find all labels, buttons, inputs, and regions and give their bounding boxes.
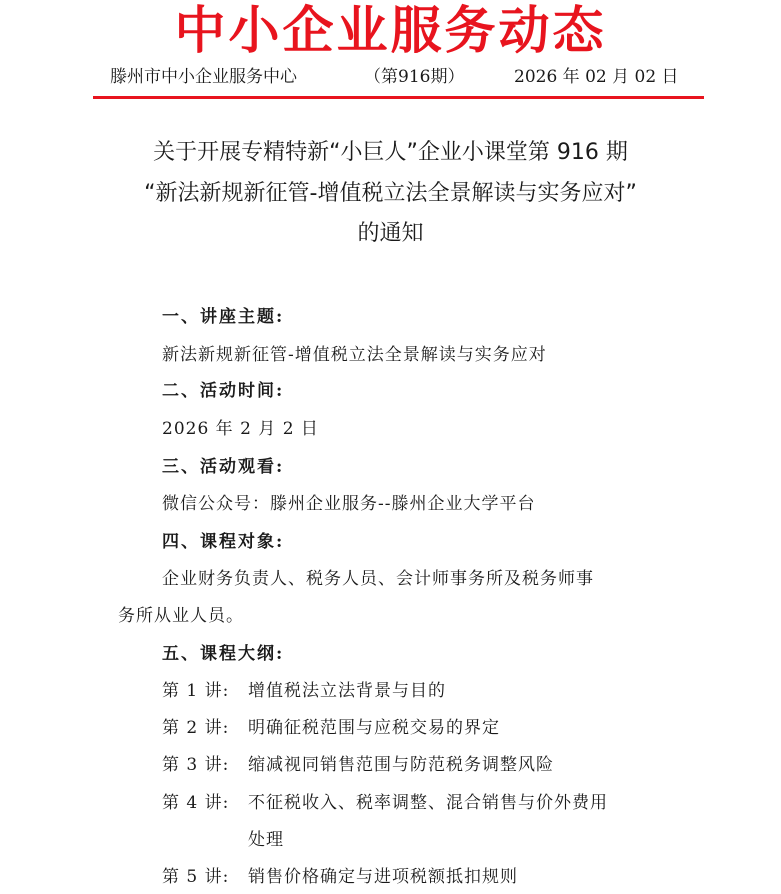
notice-title-line-1: 关于开展专精特新“小巨人”企业小课堂第 916 期 xyxy=(153,140,628,165)
outline-item-text-continued: 处理 xyxy=(248,830,284,850)
header-divider xyxy=(93,96,704,99)
watch-heading: 三、活动观看: xyxy=(162,457,285,477)
masthead-title: 中小企业服务动态 xyxy=(174,2,607,61)
outline-item-number: 第 2 讲: xyxy=(162,718,230,738)
organization-name: 滕州市中小企业服务中心 xyxy=(110,67,297,87)
outline-item-number: 第 5 讲: xyxy=(162,867,230,887)
notice-title-line-3: 的通知 xyxy=(357,221,424,246)
issue-number: （第916期） xyxy=(364,67,465,87)
notice-title-line-2: “新法新规新征管-增值税立法全景解读与实务应对” xyxy=(144,181,637,206)
issue-date: 2026 年 02 月 02 日 xyxy=(514,67,679,87)
time-heading: 二、活动时间: xyxy=(162,381,285,401)
outline-item xyxy=(162,715,722,741)
outline-item-text: 明确征税范围与应税交易的界定 xyxy=(248,718,500,738)
audience-content-line-1: 企业财务负责人、税务人员、会计师事务所及税务师事 xyxy=(162,569,594,589)
audience-content-line-2: 务所从业人员。 xyxy=(118,606,244,626)
topic-content: 新法新规新征管-增值税立法全景解读与实务应对 xyxy=(162,345,547,365)
topic-heading: 一、讲座主题: xyxy=(162,307,285,327)
outline-item xyxy=(162,678,722,704)
time-content: 2026 年 2 月 2 日 xyxy=(162,419,319,439)
audience-heading: 四、课程对象: xyxy=(162,532,285,552)
outline-item-text: 销售价格确定与进项税额抵扣规则 xyxy=(248,867,518,887)
outline-item-number: 第 4 讲: xyxy=(162,793,230,813)
outline-item xyxy=(162,864,722,890)
outline-item-text: 缩减视同销售范围与防范税务调整风险 xyxy=(248,755,554,775)
outline-item-number: 第 1 讲: xyxy=(162,681,230,701)
outline-item-number: 第 3 讲: xyxy=(162,755,230,775)
watch-content: 微信公众号：滕州企业服务--滕州企业大学平台 xyxy=(162,494,536,514)
outline-item-text: 不征税收入、税率调整、混合销售与价外费用 xyxy=(248,793,608,813)
outline-item xyxy=(162,790,722,816)
outline-item xyxy=(162,752,722,778)
outline-item-text: 增值税法立法背景与目的 xyxy=(248,681,446,701)
outline-heading: 五、课程大纲: xyxy=(162,644,285,664)
